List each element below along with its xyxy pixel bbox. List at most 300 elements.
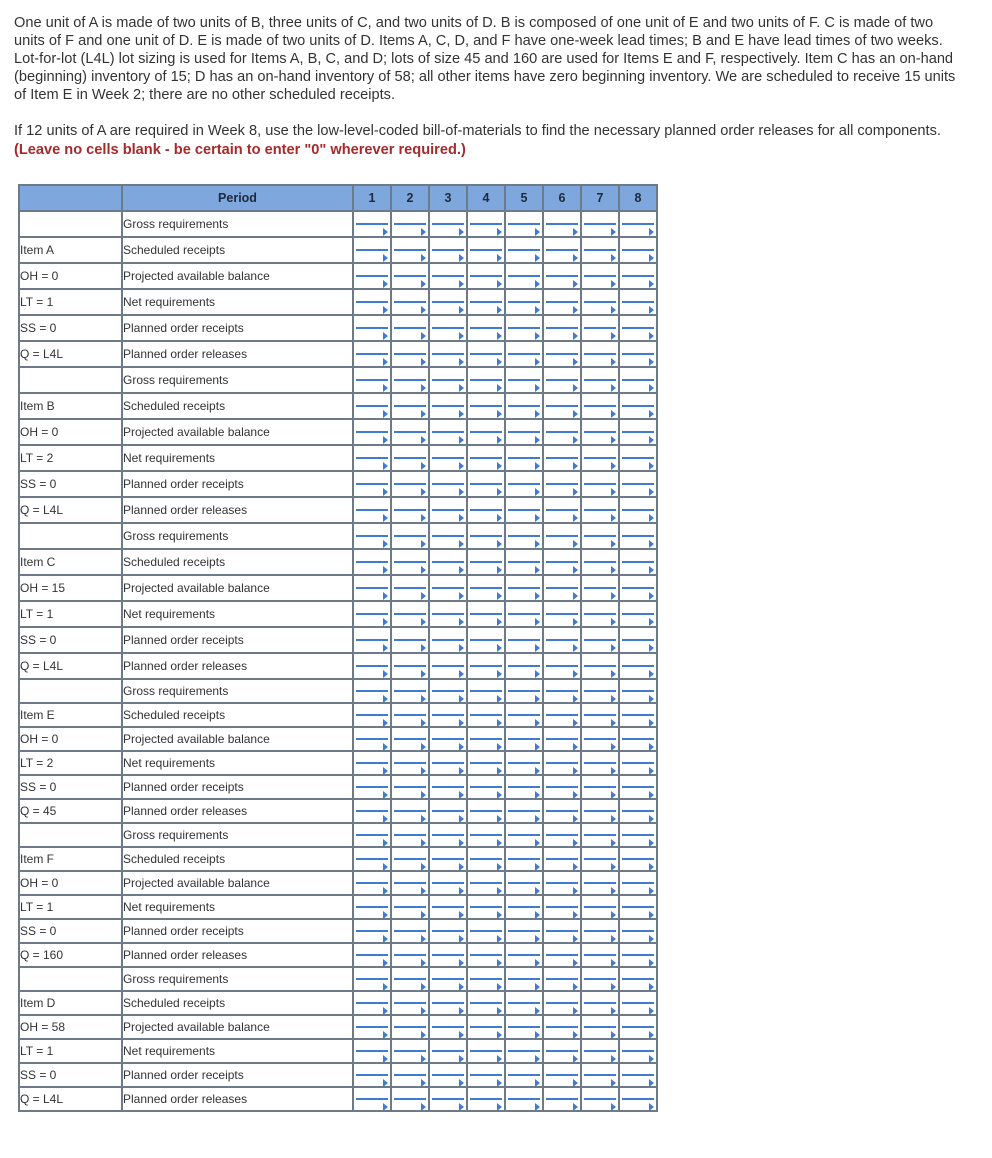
- answer-input[interactable]: [508, 223, 540, 225]
- answer-input[interactable]: [394, 786, 426, 788]
- answer-input[interactable]: [356, 930, 388, 932]
- answer-input[interactable]: [432, 665, 464, 667]
- answer-input[interactable]: [356, 665, 388, 667]
- answer-input[interactable]: [584, 301, 616, 303]
- answer-input[interactable]: [546, 1098, 578, 1100]
- answer-input[interactable]: [356, 810, 388, 812]
- answer-input[interactable]: [622, 509, 654, 511]
- answer-input[interactable]: [622, 786, 654, 788]
- answer-input[interactable]: [470, 639, 502, 641]
- answer-input[interactable]: [470, 1074, 502, 1076]
- answer-input[interactable]: [508, 690, 540, 692]
- answer-input[interactable]: [508, 906, 540, 908]
- answer-input[interactable]: [394, 978, 426, 980]
- answer-input[interactable]: [394, 930, 426, 932]
- answer-input[interactable]: [546, 690, 578, 692]
- answer-input[interactable]: [546, 353, 578, 355]
- answer-input[interactable]: [546, 762, 578, 764]
- answer-input[interactable]: [394, 762, 426, 764]
- answer-input[interactable]: [622, 379, 654, 381]
- answer-input[interactable]: [356, 954, 388, 956]
- answer-input[interactable]: [546, 1026, 578, 1028]
- answer-input[interactable]: [356, 786, 388, 788]
- answer-input[interactable]: [432, 431, 464, 433]
- answer-input[interactable]: [432, 275, 464, 277]
- answer-input[interactable]: [470, 714, 502, 716]
- answer-input[interactable]: [432, 1002, 464, 1004]
- answer-input[interactable]: [508, 665, 540, 667]
- answer-input[interactable]: [394, 810, 426, 812]
- answer-input[interactable]: [508, 1026, 540, 1028]
- answer-input[interactable]: [546, 457, 578, 459]
- answer-input[interactable]: [622, 483, 654, 485]
- answer-input[interactable]: [470, 858, 502, 860]
- answer-input[interactable]: [584, 810, 616, 812]
- answer-input[interactable]: [584, 327, 616, 329]
- answer-input[interactable]: [394, 561, 426, 563]
- answer-input[interactable]: [356, 457, 388, 459]
- answer-input[interactable]: [394, 1050, 426, 1052]
- answer-input[interactable]: [356, 587, 388, 589]
- answer-input[interactable]: [622, 301, 654, 303]
- answer-input[interactable]: [622, 738, 654, 740]
- answer-input[interactable]: [584, 834, 616, 836]
- answer-input[interactable]: [432, 327, 464, 329]
- answer-input[interactable]: [546, 906, 578, 908]
- answer-input[interactable]: [622, 810, 654, 812]
- answer-input[interactable]: [470, 738, 502, 740]
- answer-input[interactable]: [356, 1026, 388, 1028]
- answer-input[interactable]: [432, 249, 464, 251]
- answer-input[interactable]: [432, 1098, 464, 1100]
- answer-input[interactable]: [470, 353, 502, 355]
- answer-input[interactable]: [584, 535, 616, 537]
- answer-input[interactable]: [508, 405, 540, 407]
- answer-input[interactable]: [470, 1026, 502, 1028]
- answer-input[interactable]: [546, 613, 578, 615]
- answer-input[interactable]: [432, 906, 464, 908]
- answer-input[interactable]: [546, 535, 578, 537]
- answer-input[interactable]: [508, 249, 540, 251]
- answer-input[interactable]: [622, 561, 654, 563]
- answer-input[interactable]: [546, 665, 578, 667]
- input-cell: [544, 752, 582, 776]
- answer-input[interactable]: [584, 906, 616, 908]
- answer-input[interactable]: [584, 275, 616, 277]
- answer-input[interactable]: [622, 1098, 654, 1100]
- answer-input[interactable]: [508, 930, 540, 932]
- answer-input[interactable]: [432, 858, 464, 860]
- answer-input[interactable]: [432, 223, 464, 225]
- answer-input[interactable]: [432, 954, 464, 956]
- answer-input[interactable]: [356, 858, 388, 860]
- answer-input[interactable]: [622, 978, 654, 980]
- answer-input[interactable]: [432, 1050, 464, 1052]
- answer-input[interactable]: [622, 690, 654, 692]
- answer-input[interactable]: [622, 1026, 654, 1028]
- answer-input[interactable]: [508, 639, 540, 641]
- answer-input[interactable]: [584, 431, 616, 433]
- answer-input[interactable]: [356, 223, 388, 225]
- answer-input[interactable]: [432, 930, 464, 932]
- answer-input[interactable]: [432, 690, 464, 692]
- answer-input[interactable]: [470, 509, 502, 511]
- answer-input[interactable]: [546, 639, 578, 641]
- answer-input[interactable]: [584, 1026, 616, 1028]
- answer-input[interactable]: [356, 483, 388, 485]
- answer-input[interactable]: [546, 810, 578, 812]
- answer-input[interactable]: [584, 930, 616, 932]
- answer-input[interactable]: [584, 483, 616, 485]
- answer-input[interactable]: [584, 1050, 616, 1052]
- answer-input[interactable]: [508, 561, 540, 563]
- answer-input[interactable]: [356, 249, 388, 251]
- answer-input[interactable]: [470, 613, 502, 615]
- answer-input[interactable]: [432, 738, 464, 740]
- answer-input[interactable]: [508, 457, 540, 459]
- answer-input[interactable]: [508, 1098, 540, 1100]
- answer-input[interactable]: [356, 327, 388, 329]
- answer-input[interactable]: [356, 882, 388, 884]
- answer-input[interactable]: [470, 249, 502, 251]
- answer-input[interactable]: [508, 613, 540, 615]
- answer-input[interactable]: [546, 834, 578, 836]
- answer-input[interactable]: [622, 834, 654, 836]
- answer-input[interactable]: [470, 1098, 502, 1100]
- answer-input[interactable]: [622, 762, 654, 764]
- answer-input[interactable]: [584, 353, 616, 355]
- answer-input[interactable]: [470, 978, 502, 980]
- answer-input[interactable]: [432, 882, 464, 884]
- answer-input[interactable]: [432, 405, 464, 407]
- answer-input[interactable]: [470, 327, 502, 329]
- answer-input[interactable]: [394, 275, 426, 277]
- answer-input[interactable]: [432, 1074, 464, 1076]
- answer-input[interactable]: [508, 1002, 540, 1004]
- answer-input[interactable]: [508, 810, 540, 812]
- answer-input[interactable]: [622, 1002, 654, 1004]
- input-cell: [620, 654, 658, 680]
- answer-input[interactable]: [356, 906, 388, 908]
- answer-input[interactable]: [394, 327, 426, 329]
- answer-input[interactable]: [546, 1050, 578, 1052]
- answer-input[interactable]: [470, 483, 502, 485]
- answer-input[interactable]: [432, 353, 464, 355]
- answer-input[interactable]: [356, 301, 388, 303]
- answer-input[interactable]: [470, 786, 502, 788]
- answer-input[interactable]: [546, 714, 578, 716]
- answer-input[interactable]: [546, 275, 578, 277]
- answer-input[interactable]: [470, 431, 502, 433]
- answer-input[interactable]: [432, 978, 464, 980]
- answer-input[interactable]: [622, 906, 654, 908]
- answer-input[interactable]: [432, 762, 464, 764]
- answer-input[interactable]: [622, 587, 654, 589]
- answer-input[interactable]: [470, 690, 502, 692]
- answer-input[interactable]: [432, 483, 464, 485]
- input-cell: [544, 498, 582, 524]
- answer-input[interactable]: [622, 275, 654, 277]
- answer-input[interactable]: [470, 762, 502, 764]
- answer-input[interactable]: [394, 1026, 426, 1028]
- answer-input[interactable]: [356, 1074, 388, 1076]
- answer-input[interactable]: [508, 327, 540, 329]
- answer-input[interactable]: [432, 561, 464, 563]
- answer-input[interactable]: [432, 834, 464, 836]
- answer-input[interactable]: [394, 834, 426, 836]
- answer-input[interactable]: [470, 810, 502, 812]
- answer-input[interactable]: [356, 353, 388, 355]
- answer-input[interactable]: [584, 762, 616, 764]
- answer-input[interactable]: [356, 405, 388, 407]
- answer-input[interactable]: [394, 954, 426, 956]
- answer-input[interactable]: [508, 587, 540, 589]
- table-row: [20, 728, 658, 752]
- answer-input[interactable]: [470, 275, 502, 277]
- answer-input[interactable]: [584, 786, 616, 788]
- answer-input[interactable]: [394, 223, 426, 225]
- answer-input[interactable]: [508, 275, 540, 277]
- answer-input[interactable]: [584, 1098, 616, 1100]
- answer-input[interactable]: [508, 738, 540, 740]
- answer-input[interactable]: [394, 1002, 426, 1004]
- answer-input[interactable]: [584, 509, 616, 511]
- answer-input[interactable]: [622, 714, 654, 716]
- answer-input[interactable]: [394, 665, 426, 667]
- input-cell: [506, 446, 544, 472]
- answer-input[interactable]: [622, 613, 654, 615]
- answer-input[interactable]: [508, 301, 540, 303]
- answer-input[interactable]: [508, 353, 540, 355]
- answer-input[interactable]: [622, 457, 654, 459]
- answer-input[interactable]: [394, 738, 426, 740]
- answer-input[interactable]: [394, 906, 426, 908]
- answer-input[interactable]: [622, 639, 654, 641]
- answer-input[interactable]: [432, 1026, 464, 1028]
- answer-input[interactable]: [432, 786, 464, 788]
- answer-input[interactable]: [356, 690, 388, 692]
- answer-input[interactable]: [356, 639, 388, 641]
- answer-input[interactable]: [356, 834, 388, 836]
- answer-input[interactable]: [622, 665, 654, 667]
- answer-input[interactable]: [394, 353, 426, 355]
- answer-input[interactable]: [432, 587, 464, 589]
- table-row: [20, 446, 658, 472]
- answer-input[interactable]: [508, 882, 540, 884]
- answer-input[interactable]: [546, 882, 578, 884]
- answer-input[interactable]: [356, 561, 388, 563]
- answer-input[interactable]: [508, 483, 540, 485]
- answer-input[interactable]: [622, 954, 654, 956]
- answer-input[interactable]: [432, 639, 464, 641]
- answer-input[interactable]: [356, 762, 388, 764]
- answer-input[interactable]: [356, 535, 388, 537]
- answer-input[interactable]: [508, 834, 540, 836]
- answer-input[interactable]: [394, 457, 426, 459]
- answer-input[interactable]: [622, 223, 654, 225]
- answer-input[interactable]: [470, 906, 502, 908]
- answer-input[interactable]: [470, 301, 502, 303]
- answer-input[interactable]: [356, 714, 388, 716]
- answer-input[interactable]: [356, 738, 388, 740]
- answer-input[interactable]: [394, 301, 426, 303]
- answer-input[interactable]: [584, 978, 616, 980]
- answer-input[interactable]: [546, 786, 578, 788]
- answer-input[interactable]: [622, 1074, 654, 1076]
- answer-input[interactable]: [584, 639, 616, 641]
- answer-input[interactable]: [394, 714, 426, 716]
- answer-input[interactable]: [546, 483, 578, 485]
- answer-input[interactable]: [432, 379, 464, 381]
- answer-input[interactable]: [584, 1074, 616, 1076]
- answer-input[interactable]: [356, 978, 388, 980]
- answer-input[interactable]: [622, 405, 654, 407]
- answer-input[interactable]: [622, 353, 654, 355]
- answer-input[interactable]: [470, 223, 502, 225]
- answer-input[interactable]: [546, 431, 578, 433]
- answer-input[interactable]: [394, 509, 426, 511]
- answer-input[interactable]: [470, 1002, 502, 1004]
- answer-input[interactable]: [432, 301, 464, 303]
- answer-input[interactable]: [546, 978, 578, 980]
- answer-input[interactable]: [622, 858, 654, 860]
- answer-input[interactable]: [622, 882, 654, 884]
- answer-input[interactable]: [394, 613, 426, 615]
- answer-input[interactable]: [546, 379, 578, 381]
- answer-input[interactable]: [356, 1002, 388, 1004]
- answer-input[interactable]: [356, 1098, 388, 1100]
- answer-input[interactable]: [394, 1074, 426, 1076]
- answer-input[interactable]: [584, 882, 616, 884]
- answer-input[interactable]: [546, 509, 578, 511]
- answer-input[interactable]: [546, 954, 578, 956]
- answer-input[interactable]: [584, 1002, 616, 1004]
- answer-input[interactable]: [508, 509, 540, 511]
- row-label: Planned order receipts: [123, 776, 354, 800]
- answer-input[interactable]: [622, 1050, 654, 1052]
- answer-input[interactable]: [508, 858, 540, 860]
- answer-input[interactable]: [394, 431, 426, 433]
- answer-input[interactable]: [394, 379, 426, 381]
- mrp-body: [20, 212, 658, 1112]
- answer-input[interactable]: [622, 535, 654, 537]
- answer-input[interactable]: [508, 431, 540, 433]
- answer-input[interactable]: [432, 714, 464, 716]
- answer-input[interactable]: [622, 930, 654, 932]
- answer-input[interactable]: [546, 738, 578, 740]
- answer-input[interactable]: [394, 483, 426, 485]
- answer-input[interactable]: [584, 405, 616, 407]
- answer-input[interactable]: [394, 587, 426, 589]
- answer-input[interactable]: [584, 379, 616, 381]
- input-cell: [544, 992, 582, 1016]
- answer-input[interactable]: [584, 457, 616, 459]
- answer-input[interactable]: [432, 457, 464, 459]
- answer-input[interactable]: [470, 882, 502, 884]
- answer-input[interactable]: [508, 379, 540, 381]
- answer-input[interactable]: [546, 405, 578, 407]
- input-cell: [430, 628, 468, 654]
- answer-input[interactable]: [546, 223, 578, 225]
- answer-input[interactable]: [584, 690, 616, 692]
- answer-input[interactable]: [546, 1002, 578, 1004]
- answer-input[interactable]: [584, 858, 616, 860]
- answer-input[interactable]: [470, 561, 502, 563]
- answer-input[interactable]: [394, 690, 426, 692]
- answer-input[interactable]: [546, 930, 578, 932]
- answer-input[interactable]: [432, 535, 464, 537]
- answer-input[interactable]: [546, 561, 578, 563]
- answer-input[interactable]: [432, 509, 464, 511]
- answer-input[interactable]: [394, 1098, 426, 1100]
- answer-input[interactable]: [508, 1050, 540, 1052]
- answer-input[interactable]: [622, 431, 654, 433]
- answer-input[interactable]: [508, 1074, 540, 1076]
- answer-input[interactable]: [584, 613, 616, 615]
- answer-input[interactable]: [356, 1050, 388, 1052]
- input-cell: [354, 776, 392, 800]
- answer-input[interactable]: [470, 1050, 502, 1052]
- answer-input[interactable]: [470, 665, 502, 667]
- answer-input[interactable]: [508, 535, 540, 537]
- answer-input[interactable]: [356, 275, 388, 277]
- answer-input[interactable]: [394, 249, 426, 251]
- answer-input[interactable]: [470, 930, 502, 932]
- answer-input[interactable]: [584, 249, 616, 251]
- answer-input[interactable]: [470, 457, 502, 459]
- answer-input[interactable]: [584, 587, 616, 589]
- answer-input[interactable]: [584, 954, 616, 956]
- answer-input[interactable]: [584, 714, 616, 716]
- answer-input[interactable]: [470, 405, 502, 407]
- answer-input[interactable]: [394, 405, 426, 407]
- answer-input[interactable]: [546, 858, 578, 860]
- answer-input[interactable]: [508, 954, 540, 956]
- answer-input[interactable]: [508, 762, 540, 764]
- answer-input[interactable]: [508, 714, 540, 716]
- answer-input[interactable]: [356, 613, 388, 615]
- answer-input[interactable]: [546, 327, 578, 329]
- answer-input[interactable]: [546, 301, 578, 303]
- answer-input[interactable]: [356, 431, 388, 433]
- answer-input[interactable]: [546, 249, 578, 251]
- answer-input[interactable]: [546, 1074, 578, 1076]
- answer-input[interactable]: [508, 786, 540, 788]
- answer-input[interactable]: [622, 327, 654, 329]
- answer-input[interactable]: [394, 535, 426, 537]
- answer-input[interactable]: [356, 379, 388, 381]
- answer-input[interactable]: [622, 249, 654, 251]
- answer-input[interactable]: [394, 882, 426, 884]
- answer-input[interactable]: [584, 665, 616, 667]
- answer-input[interactable]: [470, 379, 502, 381]
- answer-input[interactable]: [356, 509, 388, 511]
- answer-input[interactable]: [432, 810, 464, 812]
- answer-input[interactable]: [470, 954, 502, 956]
- answer-input[interactable]: [470, 587, 502, 589]
- answer-input[interactable]: [584, 738, 616, 740]
- answer-input[interactable]: [470, 535, 502, 537]
- answer-input[interactable]: [584, 223, 616, 225]
- answer-input[interactable]: [432, 613, 464, 615]
- answer-input[interactable]: [584, 561, 616, 563]
- answer-input[interactable]: [394, 639, 426, 641]
- input-cell: [468, 394, 506, 420]
- answer-input[interactable]: [394, 858, 426, 860]
- answer-input[interactable]: [508, 978, 540, 980]
- answer-input[interactable]: [470, 834, 502, 836]
- answer-input[interactable]: [546, 587, 578, 589]
